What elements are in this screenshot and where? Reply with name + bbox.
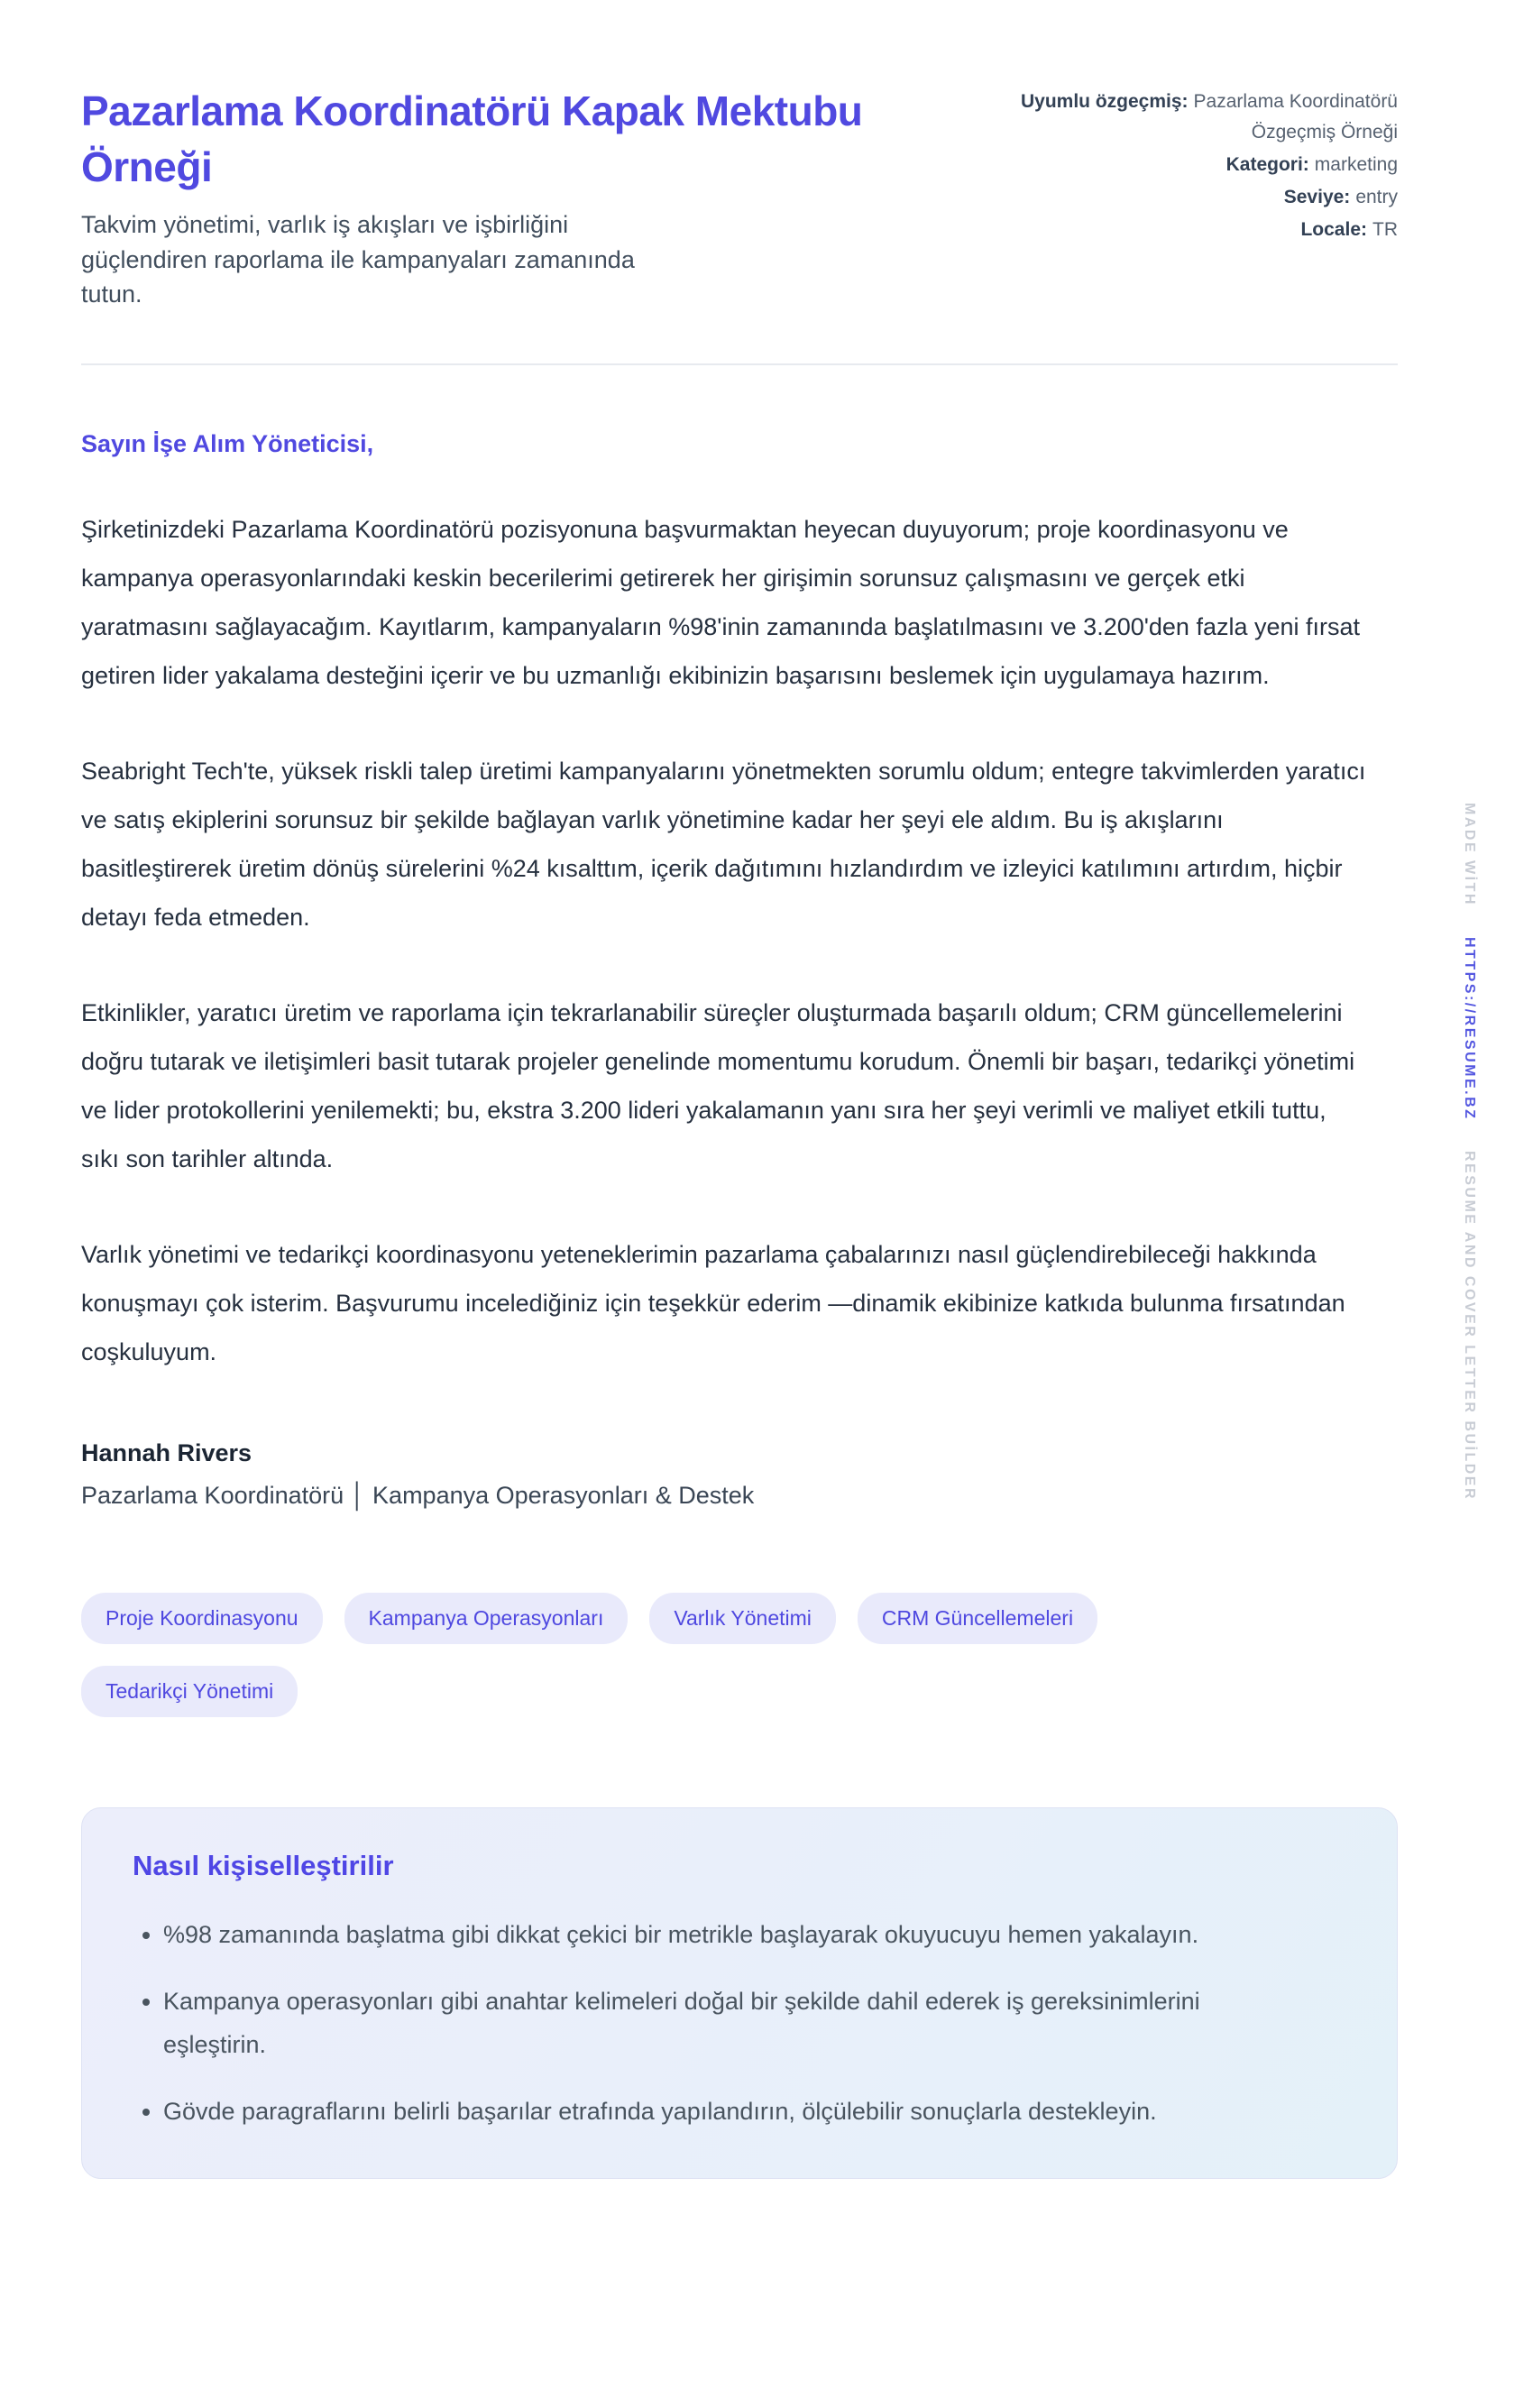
meta-row-level: [1001, 182, 1398, 213]
letter-paragraph: Etkinlikler, yaratıcı üretim ve raporlama için tekrarlanabilir süreçler oluşturmada başarılı oldum; CRM güncellemelerini doğru tutarak ve iletişimleri basit tutarak projeler genelinde momentumu korudum. Önemli bir başarı, tedarikçi yönetimi ve lider protokollerini yenilemekti; bu, ekstra 3.200 lideri yakalamanın yanı sıra her şeyi verimli ve maliyet etkili tuttu, sıkı son tarihler altında.: [81, 999, 1355, 1173]
meta-label: Locale:: [1300, 219, 1367, 241]
main-content: [81, 0, 1398, 2179]
letter-body: [81, 505, 1398, 1376]
tag-kampanya-operasyonlari: Kampanya Operasyonları: [344, 1593, 629, 1644]
letter-paragraph: Şirketinizdeki Pazarlama Koordinatörü pozisyonuna başvurmaktan heyecan duyuyorum; proje koordinasyonu ve kampanya operasyonlarındaki keskin becerilerimi getirerek her girişimin sorunsuz çalışmasını ve gerçek etki yaratmasını sağlayacağım. Kayıtlarım, kampanyaların %98'inin zamanında başlatılmasını ve 3.200'den fazla yeni fırsat getiren lider yakalama desteğini içerir ve bu uzmanlığı ekibinizin başarısını beslemek için uygulamaya hazırım.: [81, 516, 1361, 690]
tip-item: • %98 zamanında başlatma gibi dikkat çekici bir metrikle başlayarak okuyucuyu hemen yakalayın.: [163, 1913, 1260, 1956]
letter-paragraph: Varlık yönetimi ve tedarikçi koordinasyonu yeteneklerimin pazarlama çabalarınızı nasıl güçlendirebileceği hakkında konuşmayı çok isterim. Başvurumu incelediğiniz için teşekkür ederim —dinamik ekibinize katkıda bulunma fırsatından coşkuluyum.: [81, 1241, 1345, 1366]
meta-label: Seviye:: [1283, 187, 1351, 208]
meta-row-matching-resume: [1001, 87, 1398, 148]
meta-panel: [1001, 83, 1398, 247]
personalization-tips-box: [81, 1807, 1398, 2179]
meta-value: entry: [1355, 187, 1398, 208]
page-title: Pazarlama Koordinatörü Kapak Mektubu Örneği: [81, 87, 863, 191]
meta-label: Kategori:: [1225, 154, 1309, 176]
page-subtitle: Takvim yönetimi, varlık iş akışları ve işbirliğini güçlendiren raporlama ile kampanyaları zamanında tutun.: [81, 211, 635, 308]
header: [81, 83, 1398, 311]
header-divider: [81, 363, 1398, 365]
signature-name: Hannah Rivers: [81, 1439, 252, 1467]
meta-value: TR: [1372, 219, 1398, 241]
tag-crm-guncellemeleri: CRM Güncellemeleri: [858, 1593, 1097, 1644]
signature-block: [81, 1439, 1398, 1510]
tip-item: • Kampanya operasyonları gibi anahtar kelimeleri doğal bir şekilde dahil ederek iş gereksinimlerini eşleştirin.: [163, 1980, 1260, 2066]
header-title-block: [81, 83, 947, 311]
watermark-builder-label: RESUME AND COVER LETTER BUİLDER: [1462, 1151, 1477, 1502]
meta-value: marketing: [1314, 154, 1398, 176]
meta-value: Pazarlama Koordinatörü Özgeçmiş Örneği: [1193, 91, 1398, 143]
tag-tedarikci-yonetimi: Tedarikçi Yönetimi: [81, 1666, 298, 1717]
tag-varlik-yonetimi: Varlık Yönetimi: [649, 1593, 836, 1644]
meta-label: Uyumlu özgeçmiş:: [1020, 91, 1189, 112]
resume-bz-link[interactable]: HTTPS://RESUME.BZ: [1462, 936, 1477, 1121]
watermark-made-with: MADE WİTH: [1462, 803, 1477, 906]
letter-paragraph: Seabright Tech'te, yüksek riskli talep üretimi kampanyalarını yönetmekten sorumlu oldum; entegre takvimlerden yaratıcı ve satış ekiplerini sorunsuz bir şekilde bağlayan varlık yönetimine kadar her şeyi ele aldım. Bu iş akışlarını basitleştirerek üretim dönüş sürelerini %24 kısalttım, içerik dağıtımını hızlandırdım ve izleyici katılımını artırdım, hiçbir detayı feda etmeden.: [81, 758, 1366, 932]
vertical-watermark: [1461, 803, 1477, 1501]
signature-role: Pazarlama Koordinatörü │ Kampanya Operasyonları & Destek: [81, 1482, 755, 1510]
tag-proje-koordinasyonu: Proje Koordinasyonu: [81, 1593, 323, 1644]
letter-greeting: Sayın İşe Alım Yöneticisi,: [81, 430, 374, 458]
keyword-tags: [81, 1593, 1208, 1717]
tip-item: • Gövde paragraflarını belirli başarılar etrafında yapılandırın, ölçülebilir sonuçlarla destekleyin.: [163, 2090, 1260, 2133]
tips-title: Nasıl kişiselleştirilir: [133, 1850, 394, 1882]
meta-row-category: [1001, 150, 1398, 180]
meta-row-locale: [1001, 215, 1398, 245]
tips-list: [133, 1913, 1260, 2133]
